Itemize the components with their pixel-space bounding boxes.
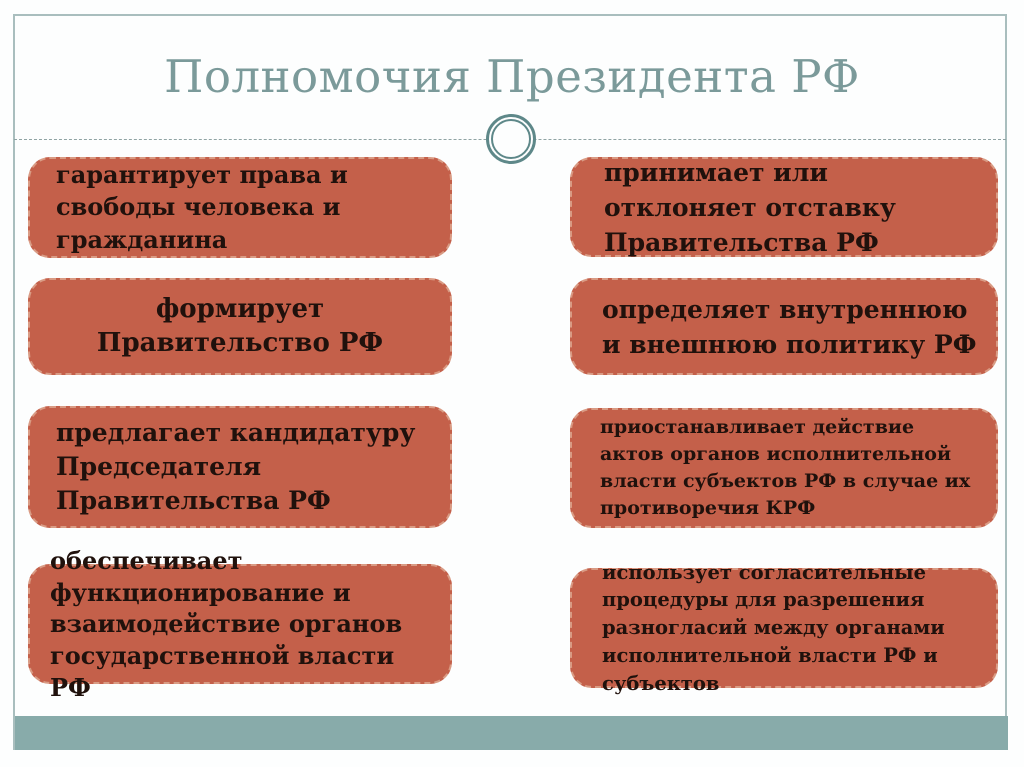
power-box-text: предлагает кандидатуру Председателя Правительства РФ (56, 418, 416, 515)
bottom-accent-bar (15, 716, 1008, 750)
power-box-left-4 (28, 545, 452, 702)
power-box-right-4 (570, 560, 998, 695)
power-box-text: обеспечивает функционирование и взаимодействие органов государственной власти РФ (50, 545, 403, 702)
power-box-text: использует согласительные процедуры для разрешения разногласий между органами исполнительной власти РФ и субъектов (602, 560, 945, 695)
divider-ring-ornament (486, 114, 536, 164)
power-box-text: формирует Правительство РФ (96, 293, 384, 358)
power-box-left-2 (28, 278, 452, 375)
power-box-text: определяет внутреннюю и внешнюю политику РФ (602, 294, 977, 359)
power-box-text: приостанавливает действие актов органов исполнительной власти субъектов РФ в случае их противоречия КРФ (600, 416, 971, 519)
power-box-right-1 (570, 157, 998, 257)
power-box-left-3 (28, 406, 452, 528)
power-box-text: гарантирует права и свободы человека и гражданина (56, 159, 348, 254)
slide-title: Полномочия Президента РФ (164, 50, 860, 103)
power-box-right-2 (570, 278, 998, 375)
power-box-text: принимает или отклоняет отставку Правительства РФ (604, 157, 896, 257)
power-box-left-1 (28, 157, 452, 258)
power-box-right-3 (570, 408, 998, 528)
